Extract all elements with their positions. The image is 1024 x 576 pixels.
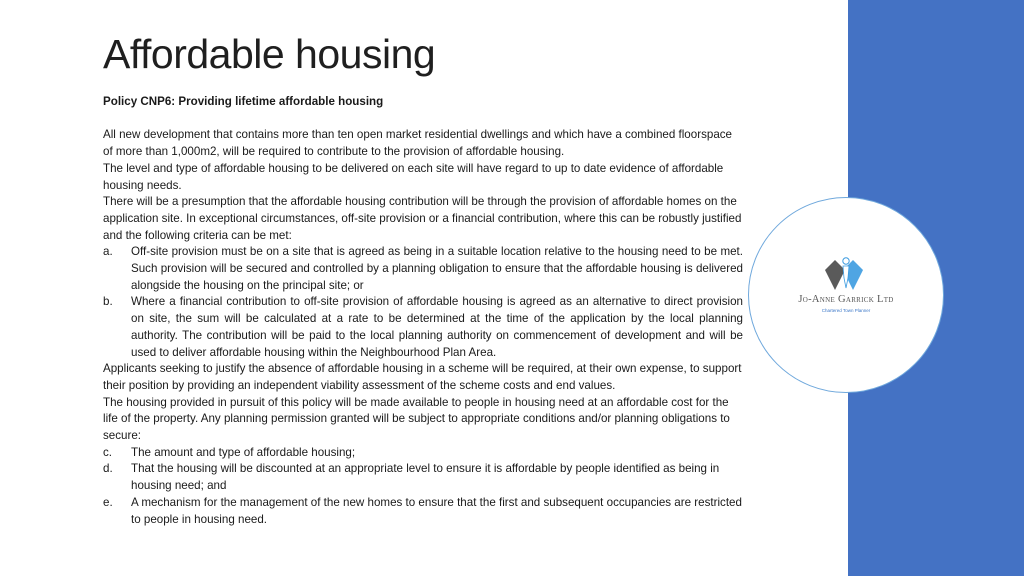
- list-text: A mechanism for the management of the new homes to ensure that the first and subsequent occupancies are restricted to people in housing need.: [131, 495, 742, 526]
- list-text: Off-site provision must be on a site that is agreed as being in a suitable location relative to the housing need to be met. Such provision will be secured and controlled by a planning obligation to ensure that the affordable housing is delivered alongside the housing on the principal site; or: [131, 245, 743, 292]
- slide-title: Affordable housing: [103, 31, 436, 77]
- list-marker: b.: [103, 295, 113, 309]
- policy-content: [103, 94, 743, 528]
- paragraph: The level and type of affordable housing to be delivered on each site will have regard to up to date evidence of affordable housing needs.: [103, 161, 724, 192]
- logo-tagline: Chartered Town Planner: [821, 308, 871, 313]
- list-marker: a.: [103, 245, 113, 259]
- list-text: That the housing will be discounted at an appropriate level to ensure it is affordable by people identified as being in housing need; and: [131, 462, 720, 493]
- list-item: [103, 445, 743, 462]
- paragraph: There will be a presumption that the affordable housing contribution will be through the provision of affordable homes on the application site. In exceptional circumstances, off-site provision or a financial contribution, where this can be robustly justified and the following criteria can be met:: [103, 195, 742, 242]
- list-marker: e.: [103, 495, 113, 509]
- list-item: [103, 244, 743, 294]
- list-marker: d.: [103, 462, 113, 476]
- policy-heading: Policy CNP6: Providing lifetime affordable housing: [103, 95, 384, 108]
- paragraph: Applicants seeking to justify the absence of affordable housing in a scheme will be required, at their own expense, to support their position by providing an independent viability assessment of the scheme costs and end values.: [103, 362, 742, 392]
- list-item: [103, 495, 743, 528]
- diamond-person-icon: [821, 256, 869, 296]
- list-text: The amount and type of affordable housing;: [131, 445, 356, 459]
- paragraph: All new development that contains more than ten open market residential dwellings and which have a combined floorspace of more than 1,000m2, will be required to contribute to the provision of affordable housing.: [103, 128, 733, 159]
- logo-badge: [748, 197, 944, 393]
- list-item: [103, 461, 743, 494]
- list-item: [103, 294, 743, 361]
- list-marker: c.: [103, 445, 113, 459]
- list-text: Where a financial contribution to off-site provision of affordable housing is agreed as an alternative to direct provision on site, the sum will be calculated at a rate to be determined at the time of the application by the local planning authority. The contribution will be paid to the local planning authority on commencement of development and will be used to deliver affordable housing within the Neighbourhood Plan Area.: [131, 295, 743, 359]
- logo-name: Jo-Anne Garrick Ltd: [798, 294, 894, 305]
- paragraph: The housing provided in pursuit of this policy will be made available to people in housing need at an affordable cost for the life of the property. Any planning permission granted will be subject to appropriate conditions and/or planning obligations to secure:: [103, 395, 730, 443]
